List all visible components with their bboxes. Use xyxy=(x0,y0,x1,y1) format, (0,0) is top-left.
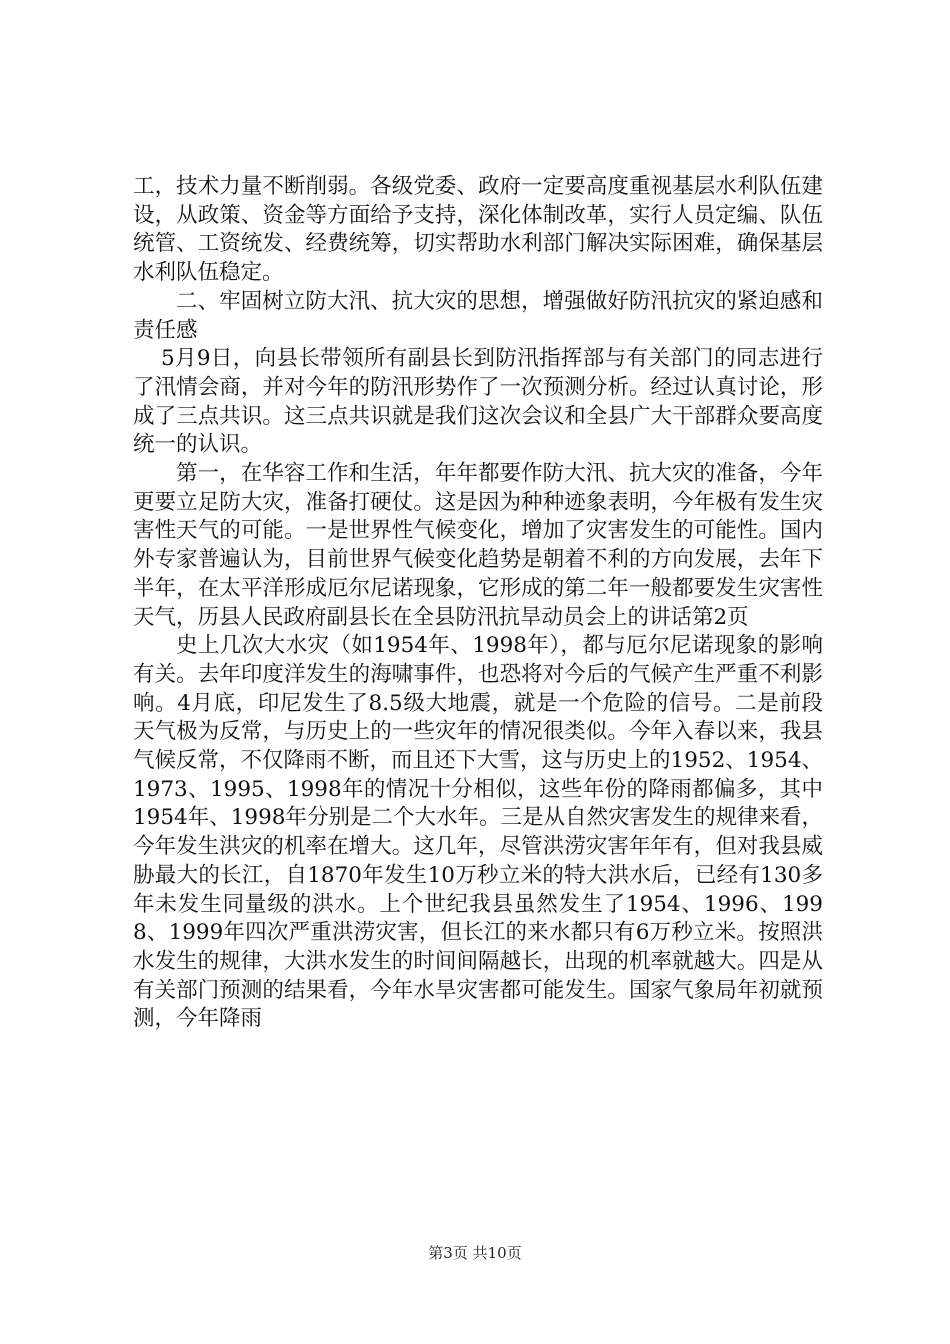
paragraph-continuation: 工，技术力量不断削弱。各级党委、政府一定要高度重视基层水利队伍建设，从政策、资金等方面给予支持，深化体制改革，实行人员定编、队伍统管、工资统发、经费统筹，切实帮助水利部门解决实际困难，确保基层水利队伍稳定。 xyxy=(133,174,823,286)
section-heading: 二、牢固树立防大汛、抗大灾的思想，增强做好防汛抗灾的紧迫感和责任感 xyxy=(133,288,823,343)
paragraph: 第一，在华容工作和生活，年年都要作防大汛、抗大灾的准备，今年更要立足防大灾，准备打硬仗。这是因为种种迹象表明，今年极有发生灾害性天气的可能。一是世界性气候变化，增加了灾害发生的可能性。国内外专家普遍认为，目前世界气候变化趋势是朝着不利的方向发展，去年下半年，在太平洋形成厄尔尼诺现象，它形成的第二年一般都要发生灾害性天气，历县人民政府副县长在全县防汛抗旱动员会上的讲话第2页 xyxy=(133,461,823,630)
paragraph: 史上几次大水灾（如1954年、1998年），都与厄尔尼诺现象的影响有关。去年印度洋发生的海啸事件，也恐将对今后的气候产生严重不利影响。4月底，印尼发生了8.5级大地震，就是一个危险的信号。二是前段天气极为反常，与历史上的一些灾年的情况很类似。今年入春以来，我县气候反常，不仅降雨不断，而且还下大雪，这与历史上的1952、1954、1973、1995、1998年的情况十分相似，这些年份的降雨都偏多，其中1954年、1998年分别是二个大水年。三是从自然灾害发生的规律来看，今年发生洪灾的机率在增大。这几年，尽管洪涝灾害年年有，但对我县威胁最大的长江，自1870年发生10万秒立米的特大洪水后，已经有130多年未发生同量级的洪水。上个世纪我县虽然发生了1954、1996、1998、1999年四次严重洪涝灾害，但长江的来水都只有6万秒立米。按照洪水发生的规律，大洪水发生的时间间隔越长，出现的机率就越大。四是从有关部门预测的结果看，今年水旱灾害都可能发生。国家气象局年初就预测，今年降雨 xyxy=(133,633,823,1032)
paragraph: 5月9日，向县长带领所有副县长到防汛指挥部与有关部门的同志进行了汛情会商，并对今年的防汛形势作了一次预测分析。经过认真讨论，形成了三点共识。这三点共识就是我们这次会议和全县广大干部群众要高度统一的认识。 xyxy=(133,346,823,458)
page-footer: 第3页 共10页 xyxy=(428,1244,522,1262)
body-text xyxy=(133,173,823,1034)
